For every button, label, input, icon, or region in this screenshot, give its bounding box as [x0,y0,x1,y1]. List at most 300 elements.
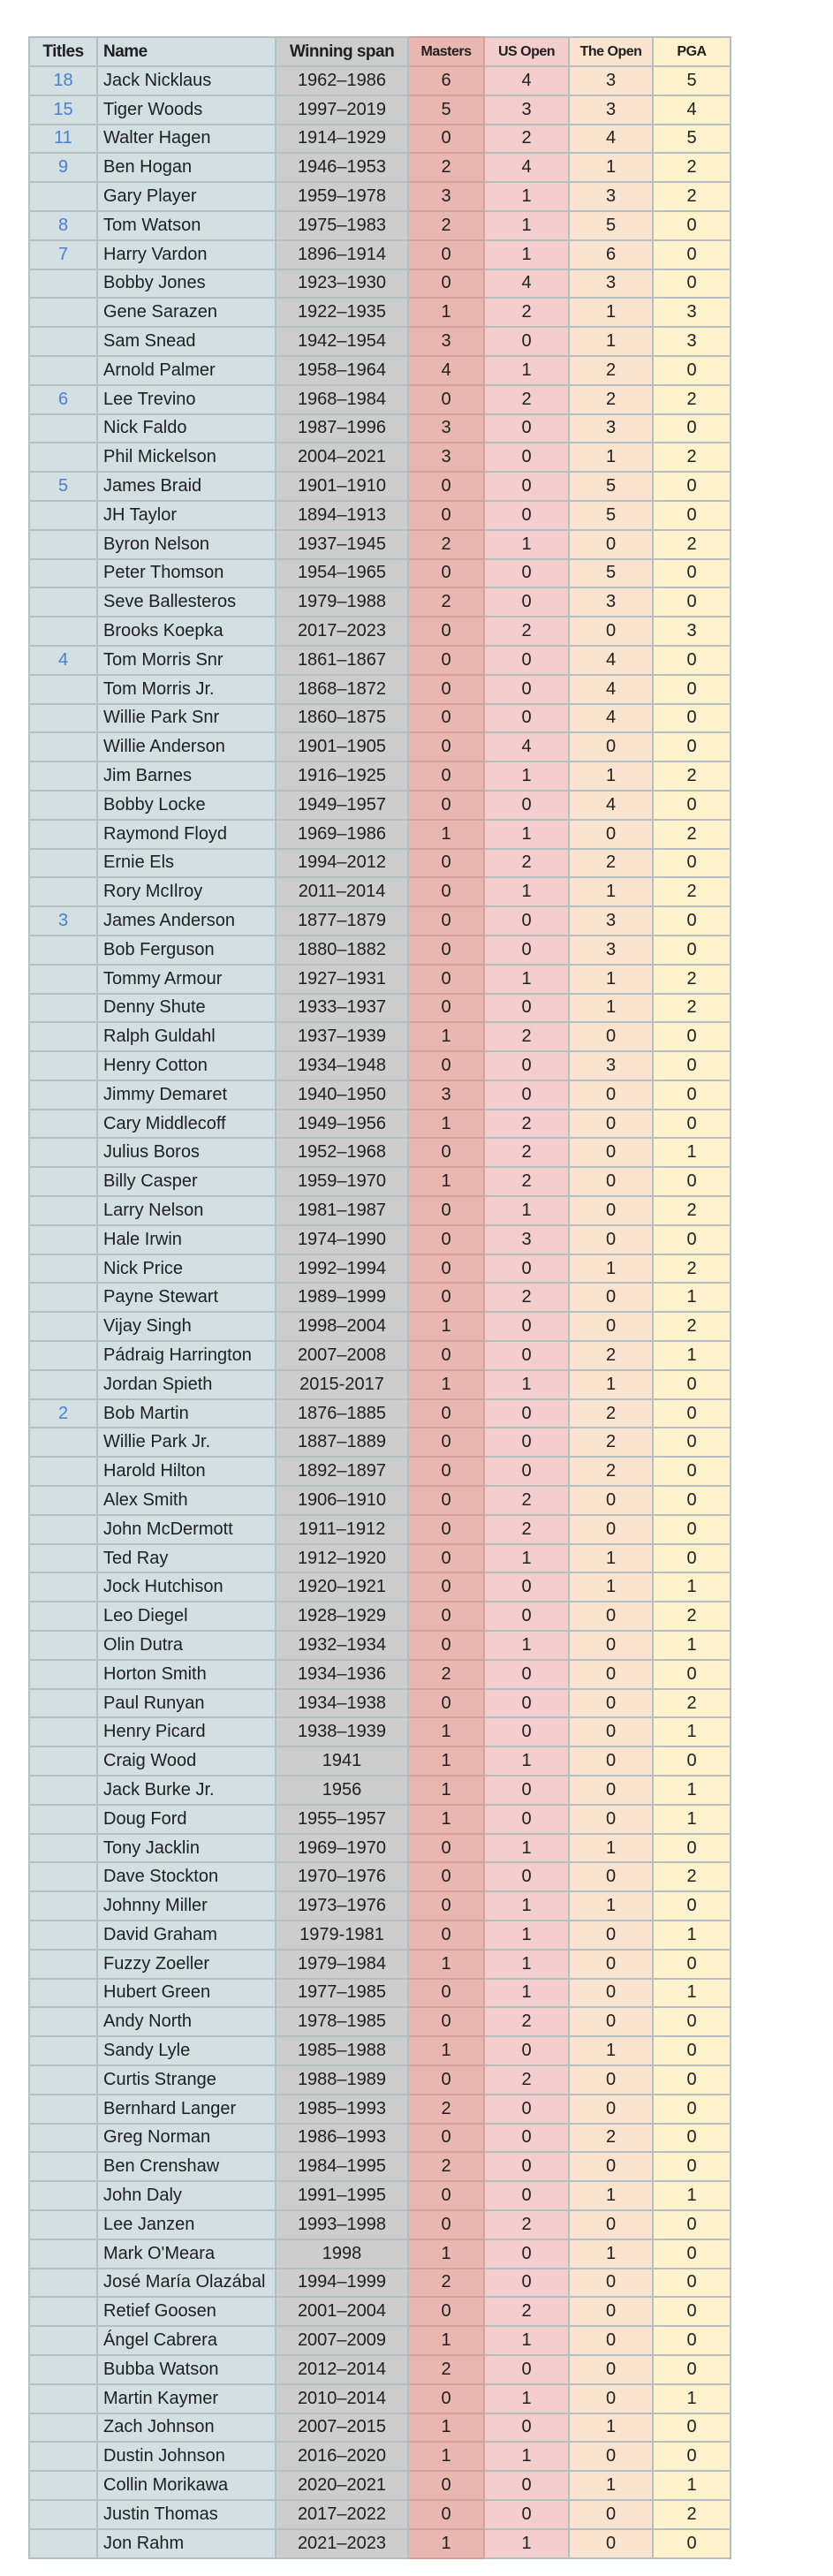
titles-cell[interactable]: 18 [29,66,97,95]
name-cell: Pádraig Harrington [97,1341,276,1370]
masters-cell: 1 [408,1950,484,1979]
the-open-cell: 0 [569,2355,653,2384]
winning-span-cell: 2020–2021 [276,2471,408,2500]
masters-cell: 0 [408,1544,484,1573]
masters-cell: 0 [408,2297,484,2326]
pga-cell: 3 [653,298,731,327]
winning-span-cell: 1912–1920 [276,1544,408,1573]
masters-cell: 2 [408,2269,484,2298]
table-row [29,1167,731,1196]
titles-cell [29,994,97,1023]
the-open-cell: 5 [569,559,653,588]
the-open-cell: 1 [569,2239,653,2269]
table-row [29,761,731,791]
pga-cell: 2 [653,153,731,182]
name-cell: Bob Ferguson [97,936,276,965]
table-row [29,1602,731,1631]
titles-cell [29,704,97,733]
us-open-cell: 0 [484,1428,569,1457]
masters-cell: 3 [408,327,484,356]
masters-cell: 3 [408,414,484,443]
table-row [29,2413,731,2443]
titles-cell [29,1631,97,1660]
titles-cell [29,269,97,299]
the-open-cell: 2 [569,1399,653,1428]
table-row [29,2355,731,2384]
us-open-cell: 0 [484,704,569,733]
masters-cell: 0 [408,2384,484,2413]
name-cell: Willie Park Snr [97,704,276,733]
winning-span-cell: 1994–2012 [276,849,408,878]
titles-cell[interactable]: 5 [29,472,97,501]
titles-cell[interactable]: 4 [29,646,97,675]
name-cell: Sam Snead [97,327,276,356]
pga-cell: 0 [653,2269,731,2298]
pga-cell: 0 [653,704,731,733]
us-open-cell: 2 [484,1110,569,1139]
winning-span-cell: 2010–2014 [276,2384,408,2413]
masters-cell: 1 [408,2529,484,2558]
winning-span-cell: 2007–2009 [276,2326,408,2355]
name-cell: Tommy Armour [97,965,276,994]
masters-cell: 0 [408,559,484,588]
masters-cell: 1 [408,1776,484,1805]
masters-cell: 0 [408,1428,484,1457]
pga-cell: 0 [653,2065,731,2095]
pga-cell: 0 [653,1399,731,1428]
us-open-cell: 1 [484,1631,569,1660]
titles-cell [29,1110,97,1139]
name-cell: Ben Crenshaw [97,2152,276,2181]
the-open-cell: 0 [569,1631,653,1660]
winning-span-cell: 1977–1985 [276,1979,408,2008]
name-cell: Julius Boros [97,1138,276,1167]
us-open-cell: 0 [484,1776,569,1805]
pga-cell: 0 [653,1370,731,1399]
us-open-cell: 2 [484,1022,569,1051]
pga-cell: 0 [653,1834,731,1863]
pga-cell: 0 [653,1080,731,1110]
winning-span-cell: 1941 [276,1746,408,1776]
table-row [29,1138,731,1167]
pga-cell: 0 [653,1457,731,1486]
winning-span-cell: 1986–1993 [276,2124,408,2153]
titles-cell [29,2442,97,2471]
pga-cell: 1 [653,1776,731,1805]
name-cell: Mark O'Meara [97,2239,276,2269]
winning-span-cell: 1988–1989 [276,2065,408,2095]
table-row [29,2442,731,2471]
table-row [29,1689,731,1718]
pga-cell: 2 [653,965,731,994]
name-cell: Henry Cotton [97,1051,276,1080]
masters-cell: 1 [408,1312,484,1341]
masters-cell: 1 [408,1717,484,1746]
winning-span-cell: 2015-2017 [276,1370,408,1399]
titles-cell [29,2297,97,2326]
masters-cell: 0 [408,2124,484,2153]
pga-cell: 0 [653,1225,731,1254]
pga-cell: 0 [653,2326,731,2355]
the-open-cell: 3 [569,269,653,299]
name-cell: Tony Jacklin [97,1834,276,1863]
winning-span-cell: 1916–1925 [276,761,408,791]
the-open-cell: 0 [569,732,653,761]
pga-cell: 2 [653,2500,731,2529]
masters-cell: 1 [408,1746,484,1776]
masters-cell: 0 [408,1979,484,2008]
titles-cell[interactable]: 15 [29,95,97,125]
the-open-cell: 3 [569,1051,653,1080]
table-row [29,2124,731,2153]
masters-cell: 0 [408,849,484,878]
name-cell: James Braid [97,472,276,501]
header-winning-span[interactable]: Winning span [276,37,408,66]
table-row [29,2326,731,2355]
winning-span-cell: 2004–2021 [276,443,408,472]
the-open-cell: 0 [569,1110,653,1139]
winning-span-cell: 1923–1930 [276,269,408,299]
winning-span-cell: 1973–1976 [276,1891,408,1921]
name-cell: Jim Barnes [97,761,276,791]
table-row [29,1254,731,1284]
table-row [29,1544,731,1573]
titles-cell[interactable]: 8 [29,211,97,240]
winning-span-cell: 1984–1995 [276,2152,408,2181]
name-cell: Andy North [97,2007,276,2036]
masters-cell: 0 [408,2500,484,2529]
the-open-cell: 0 [569,2007,653,2036]
pga-cell: 0 [653,559,731,588]
name-cell: Justin Thomas [97,2500,276,2529]
pga-cell: 2 [653,994,731,1023]
table-row [29,2384,731,2413]
header-us-open[interactable]: US Open [484,37,569,66]
us-open-cell: 2 [484,617,569,646]
header-pga[interactable]: PGA [653,37,731,66]
titles-cell [29,1921,97,1950]
masters-cell: 1 [408,2442,484,2471]
titles-cell [29,1834,97,1863]
pga-cell: 1 [653,1572,731,1602]
us-open-cell: 0 [484,587,569,617]
the-open-cell: 3 [569,414,653,443]
name-cell: Denny Shute [97,994,276,1023]
table-row [29,587,731,617]
the-open-cell: 0 [569,1776,653,1805]
us-open-cell: 0 [484,1254,569,1284]
us-open-cell: 1 [484,1370,569,1399]
the-open-cell: 0 [569,530,653,559]
table-row [29,182,731,211]
the-open-cell: 0 [569,2095,653,2124]
us-open-cell: 0 [484,559,569,588]
name-cell: Billy Casper [97,1167,276,1196]
table-row [29,1660,731,1689]
winning-span-cell: 1997–2019 [276,95,408,125]
titles-cell [29,877,97,906]
the-open-cell: 0 [569,1312,653,1341]
titles-cell [29,356,97,385]
winning-span-cell: 1998 [276,2239,408,2269]
table-row [29,2471,731,2500]
us-open-cell: 2 [484,385,569,414]
name-cell: Martin Kaymer [97,2384,276,2413]
titles-cell[interactable]: 6 [29,385,97,414]
titles-cell[interactable]: 9 [29,153,97,182]
the-open-cell: 1 [569,1834,653,1863]
masters-cell: 0 [408,1254,484,1284]
table-row [29,1341,731,1370]
the-open-cell: 0 [569,1689,653,1718]
winning-span-cell: 1922–1935 [276,298,408,327]
pga-cell: 1 [653,1341,731,1370]
titles-cell[interactable]: 3 [29,906,97,936]
name-cell: Payne Stewart [97,1283,276,1312]
name-cell: Fuzzy Zoeller [97,1950,276,1979]
masters-cell: 4 [408,356,484,385]
us-open-cell: 1 [484,1921,569,1950]
table-row [29,501,731,530]
table-row [29,1776,731,1805]
masters-cell: 0 [408,1051,484,1080]
the-open-cell: 0 [569,617,653,646]
us-open-cell: 1 [484,1979,569,2008]
the-open-cell: 2 [569,2124,653,2153]
the-open-cell: 4 [569,646,653,675]
titles-cell [29,1979,97,2008]
table-row [29,443,731,472]
winning-span-cell: 1991–1995 [276,2181,408,2210]
winning-span-cell: 1962–1986 [276,66,408,95]
the-open-cell: 0 [569,2210,653,2239]
the-open-cell: 0 [569,2152,653,2181]
us-open-cell: 0 [484,2355,569,2384]
the-open-cell: 0 [569,2442,653,2471]
titles-cell[interactable]: 11 [29,125,97,154]
table-row [29,414,731,443]
the-open-cell: 3 [569,936,653,965]
pga-cell: 0 [653,1486,731,1515]
name-cell: Doug Ford [97,1805,276,1834]
winning-span-cell: 1940–1950 [276,1080,408,1110]
name-cell: Cary Middlecoff [97,1110,276,1139]
winning-span-cell: 1979–1984 [276,1950,408,1979]
name-cell: Hale Irwin [97,1225,276,1254]
pga-cell: 0 [653,1950,731,1979]
pga-cell: 0 [653,1746,731,1776]
name-cell: Horton Smith [97,1660,276,1689]
pga-cell: 0 [653,1515,731,1544]
name-cell: John Daly [97,2181,276,2210]
name-cell: John McDermott [97,1515,276,1544]
pga-cell: 1 [653,1805,731,1834]
masters-cell: 3 [408,182,484,211]
the-open-cell: 2 [569,356,653,385]
pga-cell: 0 [653,269,731,299]
us-open-cell: 4 [484,269,569,299]
us-open-cell: 0 [484,1689,569,1718]
pga-cell: 2 [653,1602,731,1631]
titles-cell [29,2152,97,2181]
header-the-open[interactable]: The Open [569,37,653,66]
the-open-cell: 0 [569,820,653,849]
us-open-cell: 1 [484,2384,569,2413]
name-cell: Tom Watson [97,211,276,240]
masters-cell: 0 [408,1689,484,1718]
us-open-cell: 0 [484,327,569,356]
winning-span-cell: 1952–1968 [276,1138,408,1167]
titles-cell [29,1312,97,1341]
the-open-cell: 0 [569,1486,653,1515]
us-open-cell: 1 [484,2326,569,2355]
pga-cell: 1 [653,1283,731,1312]
masters-cell: 1 [408,1022,484,1051]
titles-cell [29,414,97,443]
pga-cell: 1 [653,1631,731,1660]
winning-span-cell: 1954–1965 [276,559,408,588]
titles-cell [29,1486,97,1515]
titles-cell [29,791,97,820]
masters-cell: 0 [408,269,484,299]
masters-cell: 0 [408,2210,484,2239]
the-open-cell: 2 [569,1428,653,1457]
the-open-cell: 0 [569,1167,653,1196]
table-row [29,240,731,269]
us-open-cell: 1 [484,761,569,791]
titles-cell [29,2065,97,2095]
winning-span-cell: 2007–2008 [276,1341,408,1370]
winning-span-cell: 1906–1910 [276,1486,408,1515]
us-open-cell: 0 [484,994,569,1023]
header-titles[interactable]: Titles [29,37,97,66]
masters-cell: 0 [408,1457,484,1486]
table-row [29,2007,731,2036]
the-open-cell: 1 [569,1572,653,1602]
winning-span-cell: 1981–1987 [276,1196,408,1225]
titles-cell[interactable]: 2 [29,1399,97,1428]
name-cell: Tom Morris Jr. [97,675,276,704]
name-cell: Vijay Singh [97,1312,276,1341]
pga-cell: 0 [653,1022,731,1051]
name-cell: Alex Smith [97,1486,276,1515]
table-row [29,269,731,299]
masters-cell: 2 [408,2355,484,2384]
table-row [29,1572,731,1602]
masters-cell: 2 [408,211,484,240]
us-open-cell: 2 [484,1138,569,1167]
titles-cell[interactable]: 7 [29,240,97,269]
table-row [29,1979,731,2008]
titles-cell [29,965,97,994]
name-cell: Raymond Floyd [97,820,276,849]
the-open-cell: 0 [569,2065,653,2095]
the-open-cell: 1 [569,2471,653,2500]
pga-cell: 2 [653,182,731,211]
header-name[interactable]: Name [97,37,276,66]
name-cell: Tiger Woods [97,95,276,125]
the-open-cell: 0 [569,1283,653,1312]
titles-cell [29,1950,97,1979]
us-open-cell: 0 [484,1341,569,1370]
pga-cell: 0 [653,501,731,530]
name-cell: Gene Sarazen [97,298,276,327]
us-open-cell: 0 [484,2181,569,2210]
table-row [29,1457,731,1486]
titles-cell [29,849,97,878]
pga-cell: 3 [653,327,731,356]
us-open-cell: 0 [484,2239,569,2269]
the-open-cell: 4 [569,125,653,154]
pga-cell: 1 [653,2384,731,2413]
masters-cell: 0 [408,2065,484,2095]
table-row [29,1428,731,1457]
name-cell: Johnny Miller [97,1891,276,1921]
masters-cell: 0 [408,877,484,906]
masters-cell: 0 [408,1602,484,1631]
masters-cell: 0 [408,1283,484,1312]
pga-cell: 0 [653,936,731,965]
table-row [29,646,731,675]
pga-cell: 5 [653,125,731,154]
table-row [29,820,731,849]
name-cell: Seve Ballesteros [97,587,276,617]
pga-cell: 0 [653,2297,731,2326]
table-body [29,66,731,2558]
table-row [29,2181,731,2210]
table-row [29,385,731,414]
the-open-cell: 4 [569,704,653,733]
name-cell: Arnold Palmer [97,356,276,385]
table-row [29,2152,731,2181]
winning-span-cell: 1970–1976 [276,1862,408,1891]
the-open-cell: 0 [569,1862,653,1891]
pga-cell: 4 [653,95,731,125]
pga-cell: 0 [653,2210,731,2239]
header-masters[interactable]: Masters [408,37,484,66]
pga-cell: 2 [653,820,731,849]
pga-cell: 0 [653,414,731,443]
titles-cell [29,1805,97,1834]
winning-span-cell: 1927–1931 [276,965,408,994]
masters-cell: 0 [408,704,484,733]
winning-span-cell: 1975–1983 [276,211,408,240]
name-cell: Collin Morikawa [97,2471,276,2500]
table-row [29,2036,731,2065]
name-cell: Jack Burke Jr. [97,1776,276,1805]
the-open-cell: 0 [569,1921,653,1950]
pga-cell: 2 [653,530,731,559]
winning-span-cell: 1993–1998 [276,2210,408,2239]
titles-cell [29,936,97,965]
masters-cell: 2 [408,587,484,617]
pga-cell: 0 [653,1660,731,1689]
table-row [29,2095,731,2124]
winning-span-cell: 2001–2004 [276,2297,408,2326]
masters-cell: 0 [408,1921,484,1950]
name-cell: Jock Hutchison [97,1572,276,1602]
the-open-cell: 6 [569,240,653,269]
us-open-cell: 0 [484,2413,569,2443]
the-open-cell: 0 [569,2297,653,2326]
the-open-cell: 0 [569,1022,653,1051]
us-open-cell: 3 [484,95,569,125]
winning-span-cell: 1989–1999 [276,1283,408,1312]
winning-span-cell: 1920–1921 [276,1572,408,1602]
name-cell: Walter Hagen [97,125,276,154]
pga-cell: 0 [653,356,731,385]
the-open-cell: 1 [569,327,653,356]
